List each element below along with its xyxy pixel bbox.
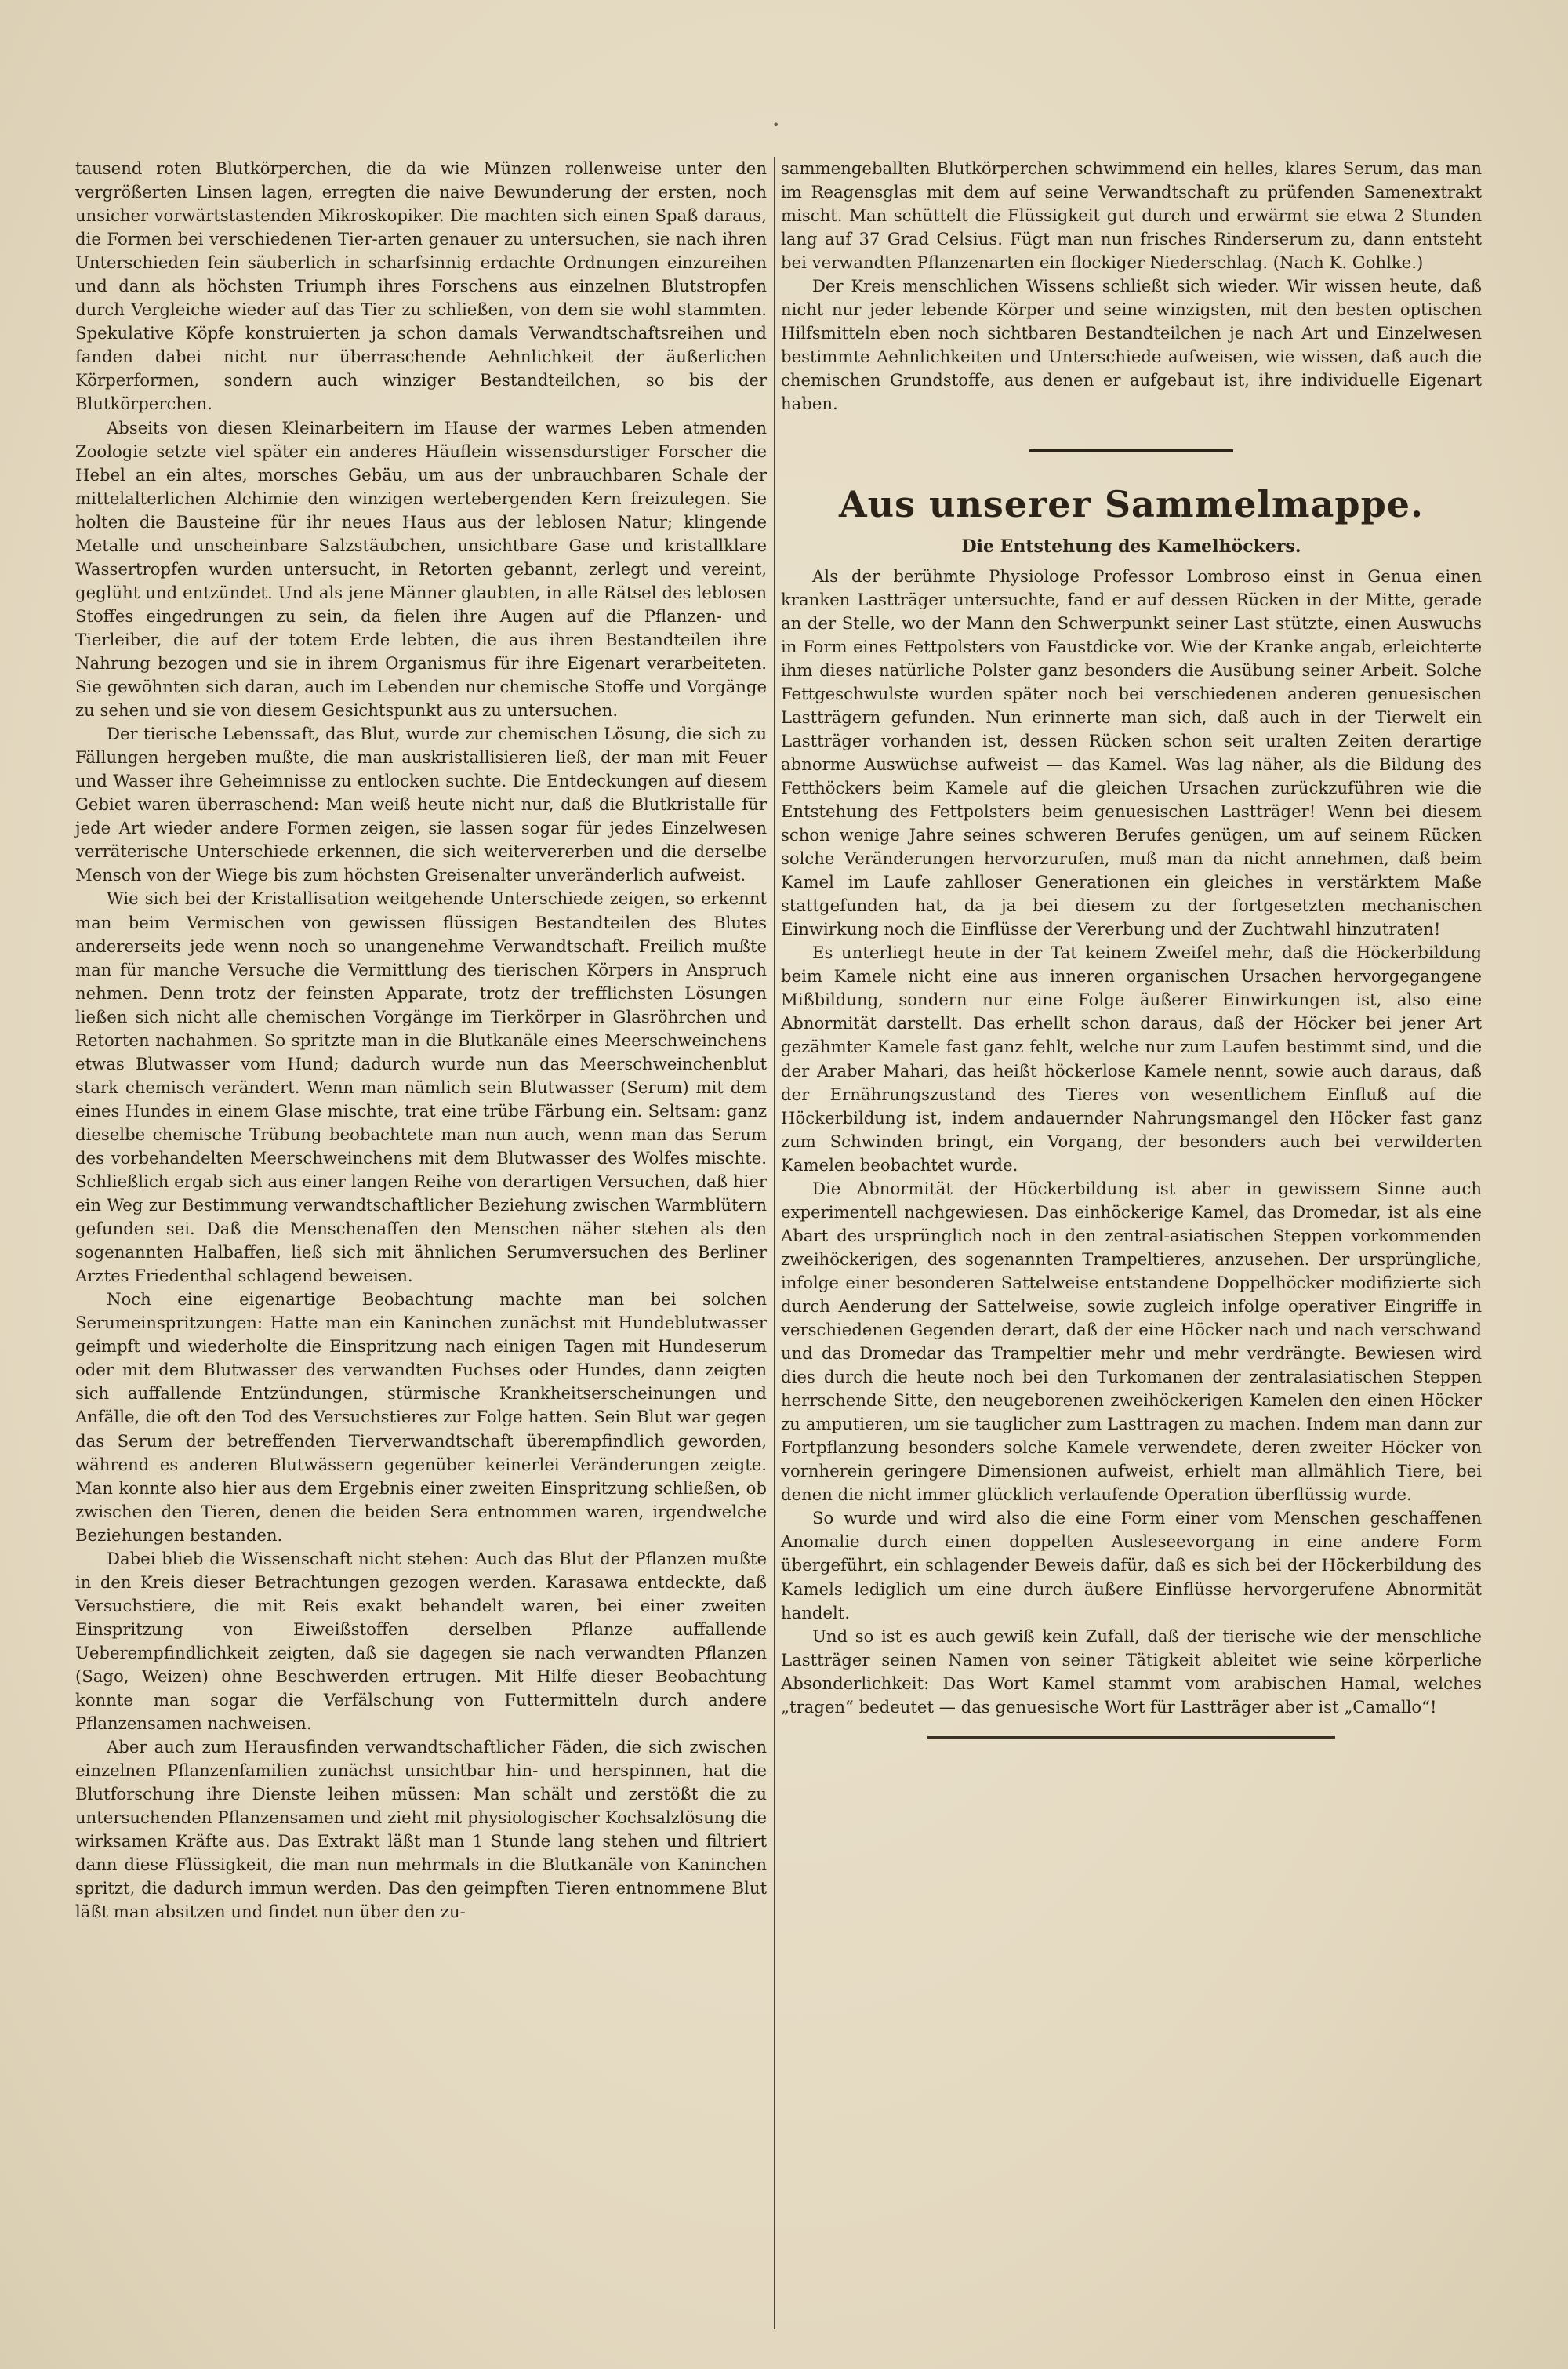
article-paragraph: Wie sich bei der Kristallisation weitgehende Unterschiede zeigen, so erkennt man beim Vermischen von gewissen flüssigen Bestandteilen des Blutes andererseits jede wenn noch so unangenehme Verwandtschaft. Freilich mußte man für manche Versuche die Vermittlung des tierischen Körpers in Anspruch nehmen. Denn trotz der feinsten Apparate, trotz der trefflichsten Lösungen ließen sich nicht alle chemischen Vorgänge im Tierkörper in Glasröhrchen und Retorten nachahmen. So spritzte man in die Blutkanäle eines Meerschweinchens etwas Blutwasser vom Hund; dadurch wurde nun das Meerschweinchenblut stark chemisch verändert. Wenn man nämlich sein Blutwasser (Serum) mit dem eines Hundes in einem Glase mischte, trat eine trübe Färbung ein. Seltsam: ganz dieselbe chemische Trübung beobachtete man nun auch, wenn man das Serum des vorbehandelten Meerschweinchens mit dem Blutwasser des Wolfes mischte. Schließlich ergab sich aus einer langen Reihe von derartigen Versuchen, daß hier ein Weg zur Bestimmung verwandtschaftlicher Beziehung zwischen Warmblütern gefunden sei. Daß die Menschenaffen den Menschen näher stehen als den sogenannten Halbaffen, ließ sich mit ähnlichen Serumversuchen des Berliner Arztes Friedenthal schlagend beweisen. [75,888,767,1286]
right-column [781,157,1482,1739]
article-paragraph: Aber auch zum Herausfinden verwandtschaftlicher Fäden, die sich zwischen einzelnen Pflanzenfamilien zunächst unsichtbar hin- und herspinnen, hat die Blutforschung ihre Dienste leihen müssen: Man schält und zerstößt die zu untersuchenden Pflanzensamen und zieht mit physiologischer Kochsalzlösung die wirksamen Kräfte aus. Das Extrakt läßt man 1 Stunde lang stehen und filtriert dann diese Flüssigkeit, die man nun mehrmals in die Blutkanäle von Kaninchen spritzt, die dadurch immun werden. Das den geimpften Tieren entnommene Blut läßt man absitzen und findet nun über den zu- [75,1737,767,1922]
article-paragraph: tausend roten Blutkörperchen, die da wie Münzen rollenweise unter den vergrößerten Linsen lagen, erregten die naive Bewunderung der ersten, noch unsicher vorwärtstastenden Mikroskopiker. Die machten sich einen Spaß daraus, die Formen bei verschiedenen Tier-arten genauer zu untersuchen, sie nach ihren Unterschieden fein säuberlich in scharfsinnig erdachte Ordnungen einzureihen und dann als höchsten Triumph ihres Forschens aus einzelnen Blutstropfen durch Vergleiche wieder auf das Tier zu schließen, von dem sie wohl stammten. Spekulative Köpfe konstruierten ja schon damals Verwandtschaftsreihen und fanden dabei nicht nur überraschende Aehnlichkeit der äußerlichen Körperformen, sondern auch winziger Bestandteilchen, so bis der Blutkörperchen. [75,158,767,414]
left-column [75,157,767,1924]
section-paragraph: So wurde und wird also die eine Form einer vom Menschen geschaffenen Anomalie durch einen doppelten Ausleseevorgang in eine andere Form übergeführt, ein schlagender Beweis dafür, daß es sich bei der Höckerbildung des Kamels lediglich um eine durch äußere Einflüsse hervorgerufene Abnormität handelt. [781,1508,1482,1622]
column-divider [774,157,775,2329]
section-end-rule [927,1736,1335,1739]
section-title: Aus unserer Sammelmappe. [838,482,1425,525]
top-ornament-mark: • [772,118,780,133]
article-paragraph: Noch eine eigenartige Beobachtung machte man bei solchen Serumeinspritzungen: Hatte man ein Kaninchen zunächst mit Hundeblutwasser geimpft und wiederholte die Einspritzung nach einigen Tagen mit Hundeserum oder mit dem Blutwasser des verwandten Fuchses oder Hundes, dann zeigten sich auffallende Entzündungen, stürmische Krankheitserscheinungen und Anfälle, die oft den Tod des Versuchstieres zur Folge hatten. Sein Blut war gegen das Serum der betreffenden Tierverwandtschaft überempfindlich geworden, während es anderen Blutwässern gegenüber keinerlei Veränderungen zeigte. Man konnte also hier aus dem Ergebnis einer zweiten Einspritzung schließen, ob zwischen den Tieren, denen die beiden Sera entnommen waren, irgendwelche Beziehungen bestanden. [75,1289,767,1545]
section-separator [1029,449,1233,452]
section-paragraph: Es unterliegt heute in der Tat keinem Zweifel mehr, daß die Höckerbildung beim Kamele nicht eine aus inneren organischen Ursachen hervorgegangene Mißbildung, sondern nur eine Folge äußerer Einwirkungen ist, also eine Abnormität darstellt. Das erhellt schon daraus, daß der Höcker bei jener Art gezähmter Kamele fast ganz fehlt, welche nur zum Laufen bestimmt sind, und die der Araber Mahari, das heißt höckerlose Kamele nennt, sowie auch daraus, daß der Ernährungszustand des Tieres von wesentlichem Einfluß auf die Höckerbildung ist, indem andauernder Nahrungsmangel den Höcker fast ganz zum Schwinden bringt, ein Vorgang, der besonders auch bei verwilderten Kamelen beobachtet wurde. [781,943,1482,1175]
section-paragraph: Als der berühmte Physiologe Professor Lombroso einst in Genua einen kranken Lastträger untersuchte, fand er auf dessen Rücken in der Mitte, gerade an der Stelle, wo der Mann den Schwerpunkt seiner Last stützte, einen Auswuchs in Form eines Fettpolsters von Faustdicke vor. Wie der Kranke angab, erleichterte ihm dieses natürliche Polster ganz besonders die Ausübung seiner Arbeit. Solche Fettgeschwulste wurden später noch bei verschiedenen anderen genuesischen Lastträgern gefunden. Nun erinnerte man sich, daß auch in der Tierwelt ein Lastträger vorhanden ist, dessen Rücken schon seit uralten Zeiten derartige abnorme Auswüchse aufweist — das Kamel. Was lag näher, als die Bildung des Fetthöckers beim Kamele auf die gleichen Ursachen zurückzuführen wie die Entstehung des Fettpolsters beim genuesischen Lastträger! Wenn bei diesem schon wenige Jahre seines schweren Berufes genügen, um auf seinem Rücken solche Veränderungen hervorzurufen, muß man da nicht annehmen, daß beim Kamel im Laufe zahlloser Generationen ein gleiches in verstärktem Maße stattgefunden hat, da ja bei diesem zu der fortgesetzten mechanischen Einwirkung noch die Einflüsse der Vererbung und der Zuchtwahl hinzutraten! [781,565,1482,939]
section-subtitle: Die Entstehung des Kamelhöckers. [961,536,1301,557]
section-paragraph: Und so ist es auch gewiß kein Zufall, daß der tierische wie der menschliche Lastträger seinen Namen von seiner Tätigkeit ableitet wie seine körperliche Absonderlichkeit: Das Wort Kamel stammt vom arabischen Hamal, welches „tragen“ bedeutet — das genuesische Wort für Lastträger aber ist „Camallo“! [781,1626,1482,1717]
article-paragraph: Der tierische Lebenssaft, das Blut, wurde zur chemischen Lösung, die sich zu Fällungen hergeben mußte, die man auskristallisieren ließ, der man mit Feuer und Wasser ihre Geheimnisse zu entlocken suchte. Die Entdeckungen auf diesem Gebiet waren überraschend: Man weiß heute nicht nur, daß die Blutkristalle für jede Art wieder andere Formen zeigen, sie lassen sogar für jedes Einzelwesen verräterische Unterschiede erkennen, die sich weitervererben und die derselbe Mensch von der Wiege bis zum höchsten Greisenalter unveränderlich aufweist. [75,724,767,885]
article-paragraph: Abseits von diesen Kleinarbeitern im Hause der warmes Leben atmenden Zoologie setzte viel später ein anderes Häuflein wissensdurstiger Forscher die Hebel an ein altes, morsches Gebäu, um aus der unbrauchbaren Schale der mittelalterlichen Alchimie den winzigen wertebergenden Kern freizulegen. Sie holten die Bausteine für ihr neues Haus aus der leblosen Natur; klingende Metalle und unscheinbare Salzstäubchen, unsichtbare Gase und kristallklare Wassertropfen wurden untersucht, in Retorten gebannt, zerlegt und vereint, geglüht und entzündet. Und als jene Männer glaubten, in alle Rätsel des leblosen Stoffes eingedrungen zu sein, da fielen ihre Augen auf die Pflanzen- und Tierleiber, die auf der totem Erde lebten, die aus ihren Bestandteilen ihre Nahrung bezogen und sie in ihrem Organismus für ihre Eigenart verarbeiteten. Sie gewöhnten sich daran, auch im Lebenden nur chemische Stoffe und Vorgänge zu sehen und sie von diesem Gesichtspunkt aus zu untersuchen. [75,417,767,721]
article-paragraph: Dabei blieb die Wissenschaft nicht stehen: Auch das Blut der Pflanzen mußte in den Kreis dieser Betrachtungen gezogen werden. Karasawa entdeckte, daß Versuchstiere, die mit Reis exakt behandelt waren, bei einer zweiten Einspritzung von Eiweißstoffen derselben Pflanze auffallende Ueberempfindlichkeit zeigten, daß sie dagegen sie nach verwandten Pflanzen (Sago, Weizen) ohne Beschwerden ertrugen. Mit Hilfe dieser Beobachtung konnte man sogar die Verfälschung von Futtermitteln durch andere Pflanzensamen nachweisen. [75,1548,767,1734]
article-paragraph: sammengeballten Blutkörperchen schwimmend ein helles, klares Serum, das man im Reagensglas mit dem auf seine Verwandtschaft zu prüfenden Samenextrakt mischt. Man schüttelt die Flüssigkeit gut durch und erwärmt sie etwa 2 Stunden lang auf 37 Grad Celsius. Fügt man nun frisches Rinderserum zu, dann entsteht bei verwandten Pflanzenarten ein flockiger Niederschlag. (Nach K. Gohlke.) [781,158,1482,273]
article-paragraph: Der Kreis menschlichen Wissens schließt sich wieder. Wir wissen heute, daß nicht nur jeder lebende Körper und seine winzigsten, mit den besten optischen Hilfsmitteln eben noch sichtbaren Bestandteilchen je nach Art und Einzelwesen bestimmte Aehnlichkeiten und Unterschiede aufweisen, wie wissen, daß auch die chemischen Grundstoffe, aus denen er aufgebaut ist, ihre individuelle Eigenart haben. [781,276,1482,414]
section-paragraph: Die Abnormität der Höckerbildung ist aber in gewissem Sinne auch experimentell nachgewiesen. Das einhöckerige Kamel, das Dromedar, ist als eine Abart des ursprünglich noch in den zentral-asiatischen Steppen vorkommenden zweihöckerigen, des sogenannten Trampeltieres, anzusehen. Der ursprüngliche, infolge einer besonderen Sattelweise entstandene Doppelhöcker modifizierte sich durch Aenderung der Sattelweise, sowie zugleich infolge operativer Eingriffe in verschiedenen Gegenden derart, daß der eine Höcker nach und nach verschwand und das Dromedar das Trampeltier mehr und mehr verdrängte. Bewiesen wird dies durch die heute noch bei den Turkomanen der zentralasiatischen Steppen herrschende Sitte, den neugeborenen zweihöckerigen Kamelen den einen Höcker zu amputieren, um sie tauglicher zum Lasttragen zu machen. Indem man dann zur Fortpflanzung besonders solche Kamele verwendete, deren zweiter Höcker von vornherein geringere Dimensionen aufweist, erhielt man allmählich Tiere, bei denen die nicht immer glücklich verlaufende Operation überflüssig wurde. [781,1178,1482,1505]
